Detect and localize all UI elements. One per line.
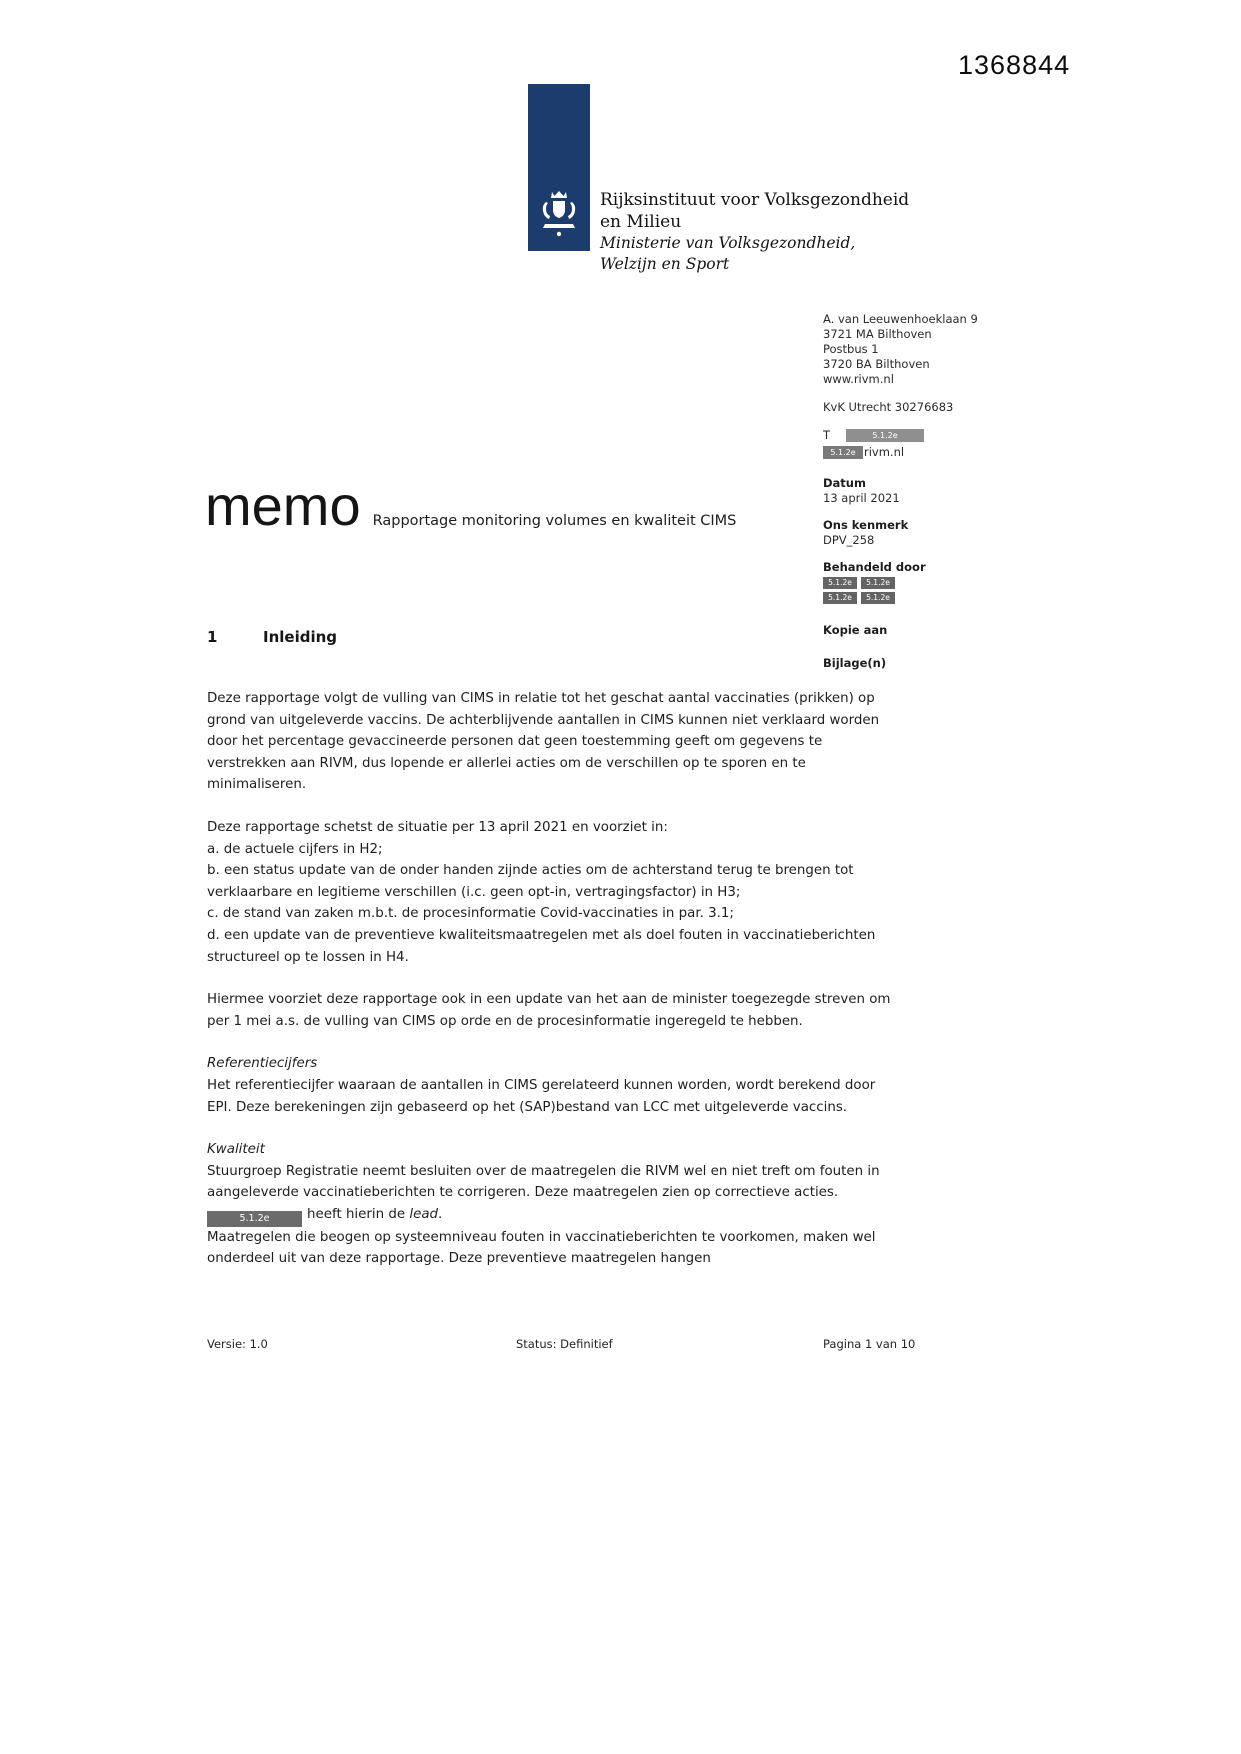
email-suffix: rivm.nl xyxy=(864,445,905,459)
phone-label: T xyxy=(823,428,831,442)
memo-title: memo xyxy=(205,474,361,537)
email-row xyxy=(823,445,1063,460)
redaction-box: 5.1.2e xyxy=(207,1211,302,1227)
kopie-label: Kopie aan xyxy=(823,623,888,637)
coat-of-arms-icon xyxy=(539,188,579,244)
behandeld-label: Behandeld door xyxy=(823,560,926,574)
memo-title-row xyxy=(205,474,737,537)
kwaliteit-text-2: Maatregelen die beogen op systeemniveau fouten in vaccinatieberichten te voorkomen, maken wel onderdeel uit van deze rapportage. Deze preventieve maatregelen hangen xyxy=(207,1229,876,1267)
org-name-line2: en Milieu xyxy=(600,212,682,232)
redaction-box: 5.1.2e xyxy=(861,577,895,589)
redaction-box: 5.1.2e xyxy=(823,577,857,589)
section-1-heading xyxy=(207,628,337,646)
kwaliteit-heading: Kwaliteit xyxy=(207,1142,265,1158)
logo-blue-bar xyxy=(528,84,590,251)
kwaliteit-sentence: heeft hierin de xyxy=(307,1206,410,1222)
ministry-line2: Welzijn en Sport xyxy=(600,255,730,273)
paragraph-3: Hiermee voorziet deze rapportage ook in een update van het aan de minister toegezegde streven om per 1 mei a.s. de vulling van CIMS op orde en de procesinformatie ingeregeld te hebben. xyxy=(207,992,891,1029)
referentiecijfers-text: Het referentiecijfer waaraan de aantallen in CIMS gerelateerd kunnen worden, wordt berekend door EPI. Deze berekeningen zijn gebaseerd op het (SAP)bestand van LCC met uitgeleverde vaccins. xyxy=(207,1077,876,1115)
section-title: Inleiding xyxy=(263,628,338,646)
memo-subtitle: Rapportage monitoring volumes en kwaliteit CIMS xyxy=(372,513,737,529)
redaction-box: 5.1.2e xyxy=(861,592,895,604)
redaction-box: 5.1.2e xyxy=(823,446,863,459)
datum-label: Datum xyxy=(823,476,866,490)
kwaliteit-text xyxy=(207,1161,899,1227)
behandeld-redactions xyxy=(823,577,1063,607)
org-name-line1: Rijksinstituut voor Volksgezondheid xyxy=(600,190,910,210)
referentiecijfers-heading: Referentiecijfers xyxy=(207,1056,318,1072)
list-item: a. de actuele cijfers in H2; xyxy=(207,841,383,857)
footer-versie: Versie: 1.0 xyxy=(207,1337,268,1351)
kenmerk-value: DPV_258 xyxy=(823,533,875,547)
bijlage-label: Bijlage(n) xyxy=(823,656,887,670)
address-line: 3721 MA Bilthoven xyxy=(823,327,932,341)
address-line: A. van Leeuwenhoeklaan 9 xyxy=(823,312,978,326)
lead-italic: lead xyxy=(409,1206,439,1222)
kwaliteit-sentence: Stuurgroep Registratie neemt besluiten over de maatregelen die RIVM wel en niet treft om fouten in aangeleverde vaccinatieberichten te corrigeren. Deze maatregelen zien op correctieve acties. xyxy=(207,1163,880,1201)
list-item: b. een status update van de onder handen zijnde acties om de achterstand terug te brengen tot verklaarbare en legitieme verschillen (i.c. geen opt-in, vertragingsfactor) in H3; xyxy=(207,863,854,900)
referentiecijfers-block xyxy=(207,1053,899,1118)
section-number: 1 xyxy=(207,628,218,646)
ministry-line1: Ministerie van Volksgezondheid, xyxy=(600,234,856,252)
body-text xyxy=(207,688,899,1291)
paragraph-2-intro: Deze rapportage schetst de situatie per 13 april 2021 en voorziet in: xyxy=(207,819,668,835)
kwaliteit-sentence: . xyxy=(438,1206,443,1222)
letterhead-sidebar xyxy=(823,312,1063,671)
address-line: Postbus 1 xyxy=(823,342,879,356)
kvk-line: KvK Utrecht 30276683 xyxy=(823,400,954,414)
kwaliteit-block xyxy=(207,1139,899,1270)
list-item: c. de stand van zaken m.b.t. de procesinformatie Covid-vaccinaties in par. 3.1; xyxy=(207,906,734,922)
redaction-box: 5.1.2e xyxy=(846,429,924,442)
kenmerk-label: Ons kenmerk xyxy=(823,518,909,532)
logo-text xyxy=(600,189,909,275)
paragraph-1: Deze rapportage volgt de vulling van CIMS in relatie tot het geschat aantal vaccinaties (prikken) op grond van uitgeleverde vaccins. De achterblijvende aantallen in CIMS kunnen niet verklaard worden door het percentage gevaccineerde personen dat geen toestemming geeft om gegevens te verstrekken aan RIVM, dus lopende er allerlei acties om de verschillen op te sporen en te minimaliseren. xyxy=(207,691,880,793)
document-number: 1368844 xyxy=(958,50,1071,80)
footer-pagina: Pagina 1 van 10 xyxy=(823,1337,916,1351)
phone-row xyxy=(823,428,1063,443)
website-text: www.rivm.nl xyxy=(823,372,894,386)
redaction-box: 5.1.2e xyxy=(823,592,857,604)
datum-value: 13 april 2021 xyxy=(823,491,900,505)
list-item: d. een update van de preventieve kwaliteitsmaatregelen met als doel fouten in vaccinatieberichten structureel op te lossen in H4. xyxy=(207,927,876,965)
address-line: 3720 BA Bilthoven xyxy=(823,357,930,371)
footer-status: Status: Definitief xyxy=(516,1337,613,1351)
paragraph-2 xyxy=(207,817,899,968)
